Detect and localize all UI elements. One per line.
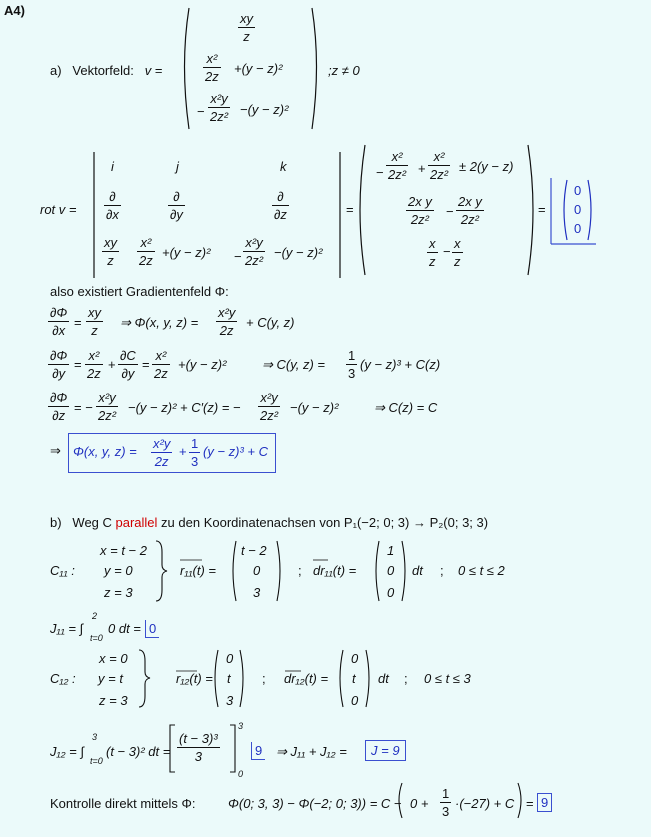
check-expr: Φ(0; 3, 3) − Φ(−2; 0; 3)) = C − [228, 796, 402, 811]
v-condition: ;z ≠ 0 [328, 63, 360, 78]
v-row2-frac: x² 2z [205, 51, 219, 84]
det-i: i [111, 159, 114, 174]
final-lhs: Φ(x, y, z) = [73, 444, 137, 459]
v-right-paren [312, 8, 317, 129]
j12-upper: 3 [92, 732, 98, 742]
dr11-v1: 1 [387, 543, 395, 558]
part-b-text-red: parallel [115, 515, 158, 530]
final-tail: (y − z)³ + C [203, 444, 269, 459]
res-left-paren [360, 145, 365, 275]
det-r3-c-tail: −(y − z)² [274, 245, 323, 260]
v-row2-tail: +(y − z)² [234, 61, 283, 76]
c11-z: z = 3 [104, 585, 133, 600]
dr11-v2: 0 [387, 563, 395, 578]
res-r3-f1: x z [429, 236, 436, 269]
res-r1-sign: − [376, 165, 384, 180]
zero-left-paren [564, 180, 567, 240]
v-row1: xy z [240, 11, 253, 44]
final-box [68, 433, 276, 473]
l3-impl: ⇒ C(z) = C [374, 400, 438, 415]
zero-2: 0 [574, 202, 582, 217]
res-eq: = [538, 202, 546, 217]
l1-eq: = [74, 315, 82, 330]
det-py: ∂ ∂y [170, 189, 183, 222]
exists-text: also existiert Gradientenfeld Φ: [50, 284, 229, 299]
dr12-v1: 0 [351, 651, 359, 666]
dt-1: dt [412, 563, 423, 578]
dt-2: dt [378, 671, 389, 686]
task-heading: A4) [4, 3, 25, 18]
part-b-text-before: Weg C [72, 515, 116, 530]
part-b-text-after: zu den Koordinatenachsen von P₁(−2; 0; 3) → P₂(0; 3; 3) [157, 515, 489, 530]
zero-right-paren [588, 180, 591, 240]
det-eq: = [346, 202, 354, 217]
j12-lo: 0 [238, 769, 244, 779]
v-row3-frac: x²y 2z² [210, 91, 229, 124]
c11-y: y = 0 [104, 563, 133, 578]
check-frac: 1 3 [442, 786, 450, 819]
range-1: 0 ≤ t ≤ 2 [458, 563, 505, 578]
l3-eq: = − [74, 400, 93, 415]
j12-up: 3 [238, 721, 244, 731]
v-row3-sign: − [197, 104, 205, 119]
part-a-marker: a) [50, 63, 62, 78]
l1-tail: + C(y, z) [246, 315, 295, 330]
c12-brace [139, 650, 150, 707]
dr12-v2: t [352, 671, 356, 686]
l1-frac: x²y 2z [218, 305, 236, 338]
part-b-line [50, 516, 488, 529]
v-left-paren [185, 8, 190, 129]
det-px: ∂ ∂x [106, 189, 119, 222]
final-impl: ⇒ [50, 443, 61, 458]
part-b-marker: b) [50, 515, 62, 530]
res-r1-plus: + [418, 161, 426, 176]
j11-upper: 2 [92, 611, 98, 621]
j12-result: 9 [251, 742, 265, 760]
det-r3-c-sign: − [234, 249, 242, 264]
l2-lhs: ∂Φ ∂y [50, 348, 68, 381]
r12-v1: 0 [226, 651, 234, 666]
c11-label: C₁₁ : [50, 563, 75, 578]
det-k: k [280, 159, 287, 174]
semi-2: ; [440, 563, 444, 578]
semi-1: ; [298, 563, 302, 578]
j12-body: (t − 3)² dt = [106, 744, 171, 759]
r11-v3: 3 [253, 585, 261, 600]
r11-v1: t − 2 [241, 543, 267, 558]
semi-4: ; [404, 671, 408, 686]
det-pz: ∂ ∂z [274, 189, 287, 222]
l2-a: x² 2z [87, 348, 101, 381]
det-r3-a: xy z [104, 235, 117, 268]
c12-y: y = t [98, 671, 123, 686]
l3-a: x²y 2z² [98, 390, 117, 423]
l1-lhs: ∂Φ ∂x [50, 305, 68, 338]
v-eq: = [154, 63, 163, 78]
j11-label: J₁₁ = ∫ [50, 621, 84, 636]
res-r3-minus: − [443, 244, 451, 259]
dr12-v3: 0 [351, 693, 359, 708]
r12-label: r₁₂(t) = [176, 671, 213, 686]
res-r1-tail: ± 2(y − z) [459, 159, 514, 174]
l2-b: x² 2z [154, 348, 168, 381]
r11-label: r₁₁(t) = [180, 563, 217, 578]
r12-v3: 3 [226, 693, 234, 708]
check-paren: 0 + [410, 796, 429, 811]
sum-text: ⇒ J₁₁ + J₁₂ = [276, 744, 347, 759]
l2-c: ∂C ∂y [120, 348, 136, 381]
l2-tail2: (y − z)³ + C(z) [360, 357, 441, 372]
check-tail: ·(−27) + C [455, 796, 515, 811]
dr11-label: dr₁₁(t) = [313, 563, 357, 578]
l2-tail: +(y − z)² [178, 357, 227, 372]
final-frac: x²y 2z [153, 436, 171, 469]
res-r2-f1: 2x y 2z² [408, 194, 432, 227]
c12-z: z = 3 [99, 693, 128, 708]
det-r3-b-tail: +(y − z)² [162, 245, 211, 260]
rot-label: rot v = [40, 202, 77, 217]
j12-frac: (t − 3)³ 3 [179, 731, 218, 764]
j12-label: J₁₂ = ∫ [50, 744, 84, 759]
det-r3-b: x² 2z [139, 235, 153, 268]
j12-lower: t=0 [90, 756, 103, 766]
res-r3-f2: x z [454, 236, 461, 269]
l1-impl: ⇒ Φ(x, y, z) = [120, 315, 199, 330]
l3-mid: −(y − z)² + C′(z) = − [128, 400, 241, 415]
check-eq: = [526, 796, 534, 811]
l2-plus: + [108, 357, 116, 372]
final-third: 1 3 [191, 436, 199, 469]
field-label: Vektorfeld: [72, 63, 134, 78]
j11-lower: t=0 [90, 633, 103, 643]
l1-rhs: xy z [88, 305, 101, 338]
v-row3-tail: −(y − z)² [240, 102, 289, 117]
r11-v2: 0 [253, 563, 261, 578]
c12-x: x = 0 [99, 651, 128, 666]
r12-v2: t [227, 671, 231, 686]
range-2: 0 ≤ t ≤ 3 [424, 671, 471, 686]
semi-3: ; [262, 671, 266, 686]
check-label: Kontrolle direkt mittels Φ: [50, 796, 196, 811]
res-r1-f2: x² 2z² [430, 149, 449, 182]
res-r1-f1: x² 2z² [388, 149, 407, 182]
v-symbol: v [144, 63, 152, 78]
final-plus: + [179, 444, 187, 459]
det-j: j [176, 159, 179, 174]
j11-result: 0 [145, 620, 159, 638]
dr11-v3: 0 [387, 585, 395, 600]
l3-b: x²y 2z² [260, 390, 279, 423]
res-r2-f2: 2x y 2z² [458, 194, 482, 227]
part-a-label [50, 64, 162, 77]
zero-1: 0 [574, 183, 582, 198]
dr12-label: dr₁₂(t) = [284, 671, 329, 686]
c11-x: x = t − 2 [100, 543, 147, 558]
l2-eq2: = [142, 357, 150, 372]
j11-body: 0 dt = [108, 621, 141, 636]
res-right-paren [528, 145, 533, 275]
c12-label: C₁₂ : [50, 671, 76, 686]
check-result: 9 [537, 793, 552, 812]
zero-3: 0 [574, 221, 582, 236]
l2-one-third: 1 3 [348, 348, 356, 381]
l3-lhs: ∂Φ ∂z [50, 390, 68, 423]
det-r3-c: x²y 2z² [245, 235, 264, 268]
l2-impl: ⇒ C(y, z) = [262, 357, 326, 372]
l2-eq: = [74, 357, 82, 372]
res-r2-minus: − [446, 204, 454, 219]
c11-brace [156, 541, 167, 601]
sum-result: J = 9 [365, 740, 406, 761]
l3-tail: −(y − z)² [290, 400, 339, 415]
